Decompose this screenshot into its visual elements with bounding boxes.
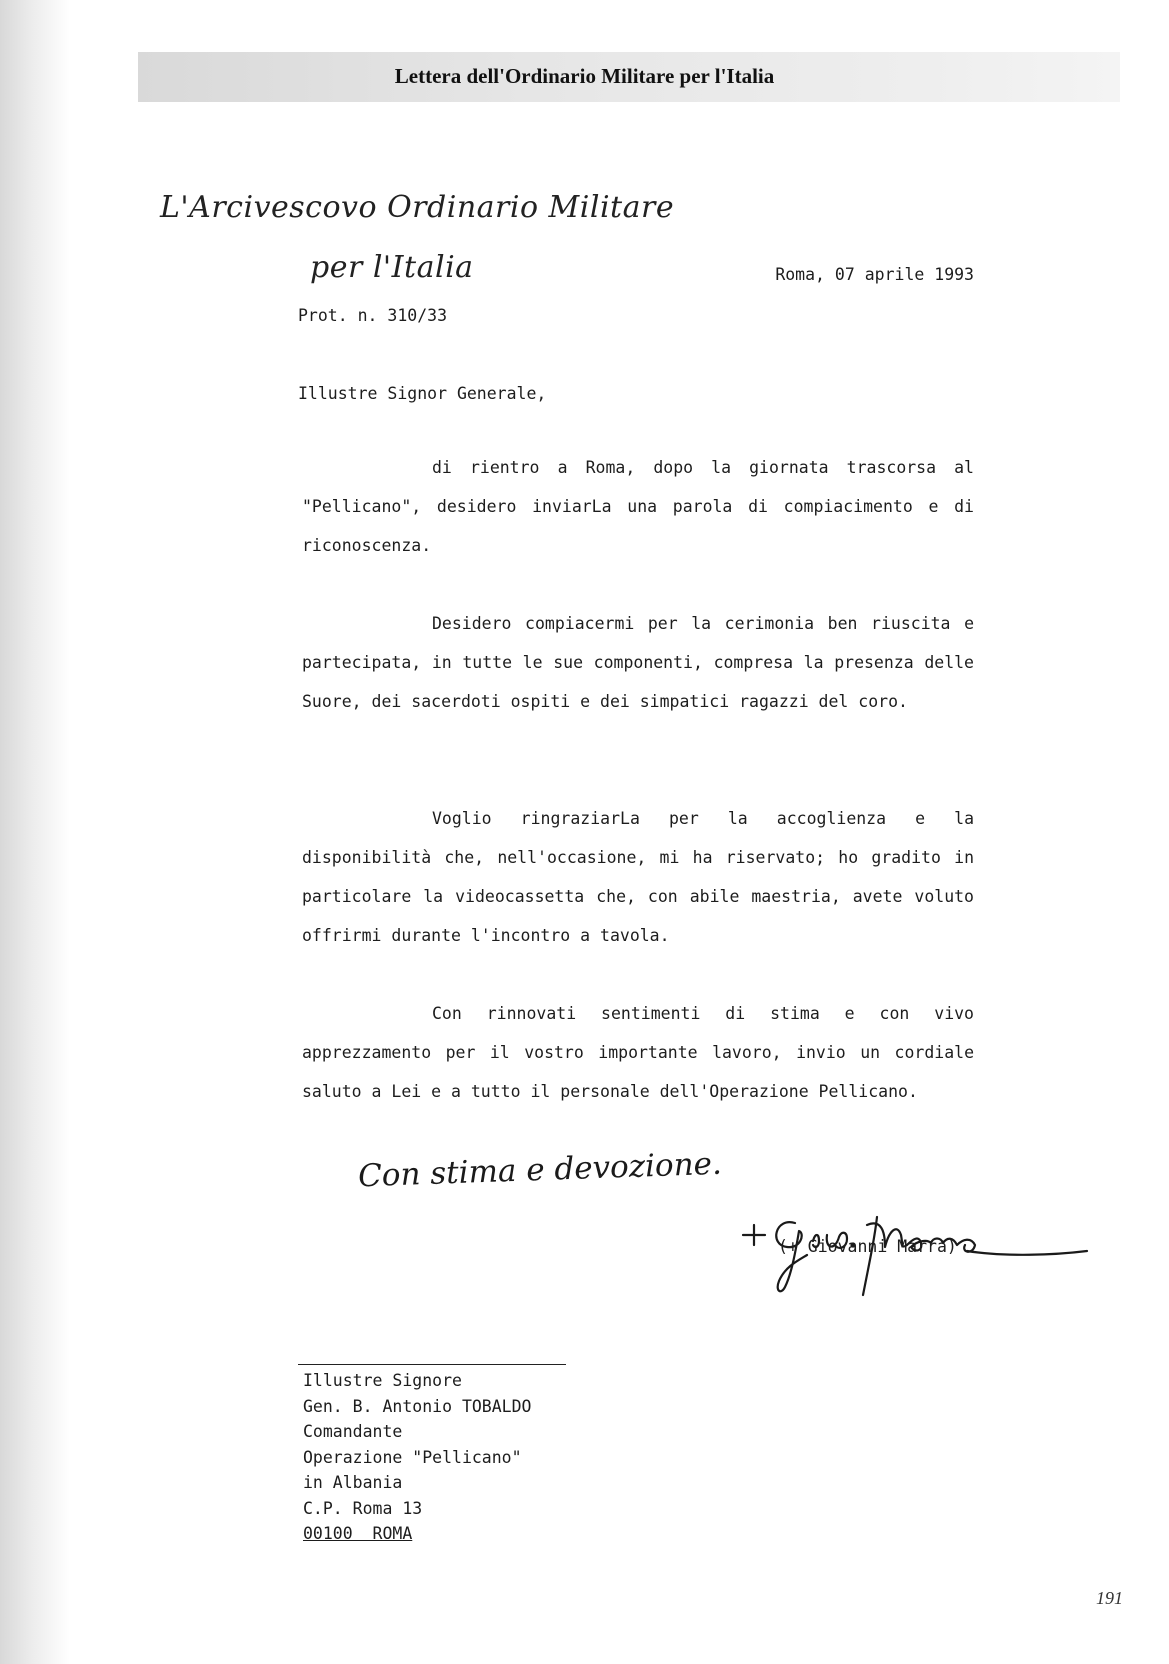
recipient-address	[303, 1368, 531, 1547]
signer-name: (+ Giovanni Marra)	[778, 1237, 957, 1256]
address-line-postal: 00100 ROMA	[303, 1524, 413, 1543]
letterhead-line-1: L'Arcivescovo Ordinario Militare	[160, 190, 675, 225]
address-line: Comandante	[303, 1422, 403, 1441]
body-paragraph-1: di rientro a Roma, dopo la giornata trascorsa al "Pellicano", desidero inviarLa una parola di compiacimento e di riconoscenza.	[302, 458, 974, 555]
address-divider	[298, 1364, 566, 1365]
binding-shadow	[0, 0, 70, 1664]
body-paragraph-4: Con rinnovati sentimenti di stima e con vivo apprezzamento per il vostro importante lavoro, invio un cordiale saluto a Lei e a tutto il personale dell'Operazione Pellicano.	[302, 1004, 974, 1101]
letterhead-line-2: per l'Italia	[310, 250, 474, 285]
salutation: Illustre Signor Generale,	[298, 384, 547, 403]
address-line: in Albania	[303, 1473, 403, 1492]
address-line: Gen. B. Antonio TOBALDO	[303, 1396, 532, 1416]
protocol-number: Prot. n. 310/33	[298, 306, 448, 325]
page-header-title: Lettera dell'Ordinario Militare per l'Italia	[394, 64, 775, 88]
letter-date: Roma, 07 aprile 1993	[775, 265, 974, 284]
body-paragraph-2: Desidero compiacermi per la cerimonia ben riuscita e partecipata, in tutte le sue componenti, compresa la presenza delle Suore, dei sacerdoti ospiti e dei simpatici ragazzi del coro.	[302, 614, 974, 711]
page-number: 191	[1096, 1588, 1123, 1608]
body-paragraph-3: Voglio ringraziarLa per la accoglienza e la disponibilità che, nell'occasione, mi ha riservato; ho gradito in particolare la videocassetta che, con abile maestria, avete voluto offrirmi durante l'incontro a tavola.	[302, 809, 974, 945]
handwritten-closing: Con stima e devozione.	[357, 1145, 723, 1195]
address-line: Illustre Signore	[303, 1371, 462, 1390]
address-line: C.P. Roma 13	[303, 1498, 423, 1518]
address-line: Operazione "Pellicano"	[303, 1447, 522, 1467]
